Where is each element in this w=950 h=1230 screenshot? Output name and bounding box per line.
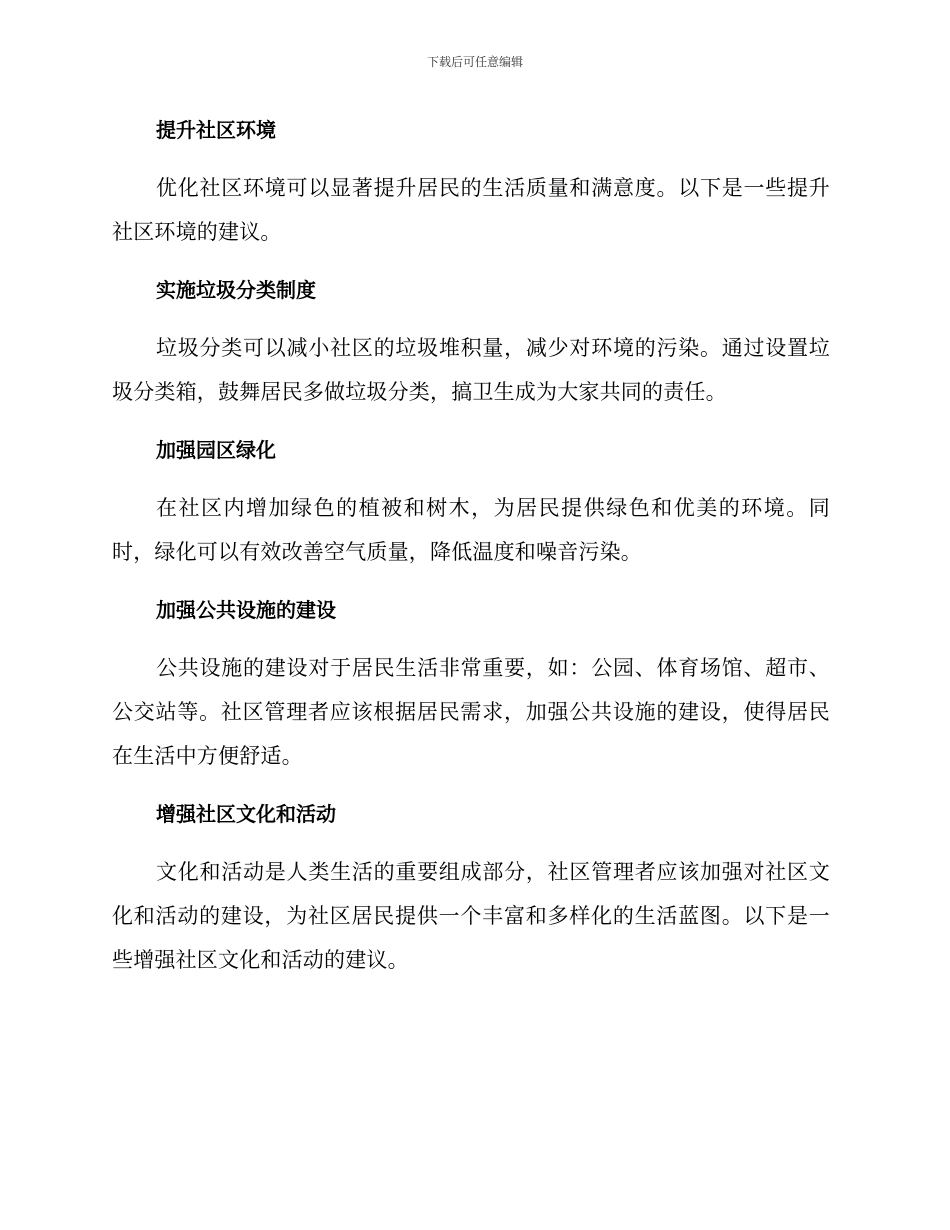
- document-body: [112, 108, 830, 982]
- paragraph-greening: 在社区内增加绿色的植被和树木，为居民提供绿色和优美的环境。同时，绿化可以有效改善空气质量，降低温度和噪音污染。: [112, 496, 830, 564]
- page-header: 下载后可任意编辑: [426, 55, 523, 69]
- paragraph-environment: 优化社区环境可以显著提升居民的生活质量和满意度。以下是一些提升社区环境的建议。: [112, 176, 830, 244]
- section-heading-garbage-sorting: 实施垃圾分类制度: [156, 278, 316, 302]
- section-heading-greening: 加强园区绿化: [156, 438, 276, 462]
- section-heading-environment: 提升社区环境: [156, 118, 276, 142]
- paragraph-garbage-sorting: 垃圾分类可以减小社区的垃圾堆积量，减少对环境的污染。通过设置垃圾分类箱，鼓舞居民多做垃圾分类，搞卫生成为大家共同的责任。: [112, 336, 830, 404]
- paragraph-culture-activities: 文化和活动是人类生活的重要组成部分，社区管理者应该加强对社区文化和活动的建设，为社区居民提供一个丰富和多样化的生活蓝图。以下是一些增强社区文化和活动的建议。: [112, 860, 830, 972]
- paragraph-public-facilities: 公共设施的建设对于居民生活非常重要，如：公园、体育场馆、超市、公交站等。社区管理者应该根据居民需求，加强公共设施的建设，使得居民在生活中方便舒适。: [112, 656, 830, 768]
- section-heading-culture-activities: 增强社区文化和活动: [156, 802, 336, 826]
- section-heading-public-facilities: 加强公共设施的建设: [156, 598, 336, 622]
